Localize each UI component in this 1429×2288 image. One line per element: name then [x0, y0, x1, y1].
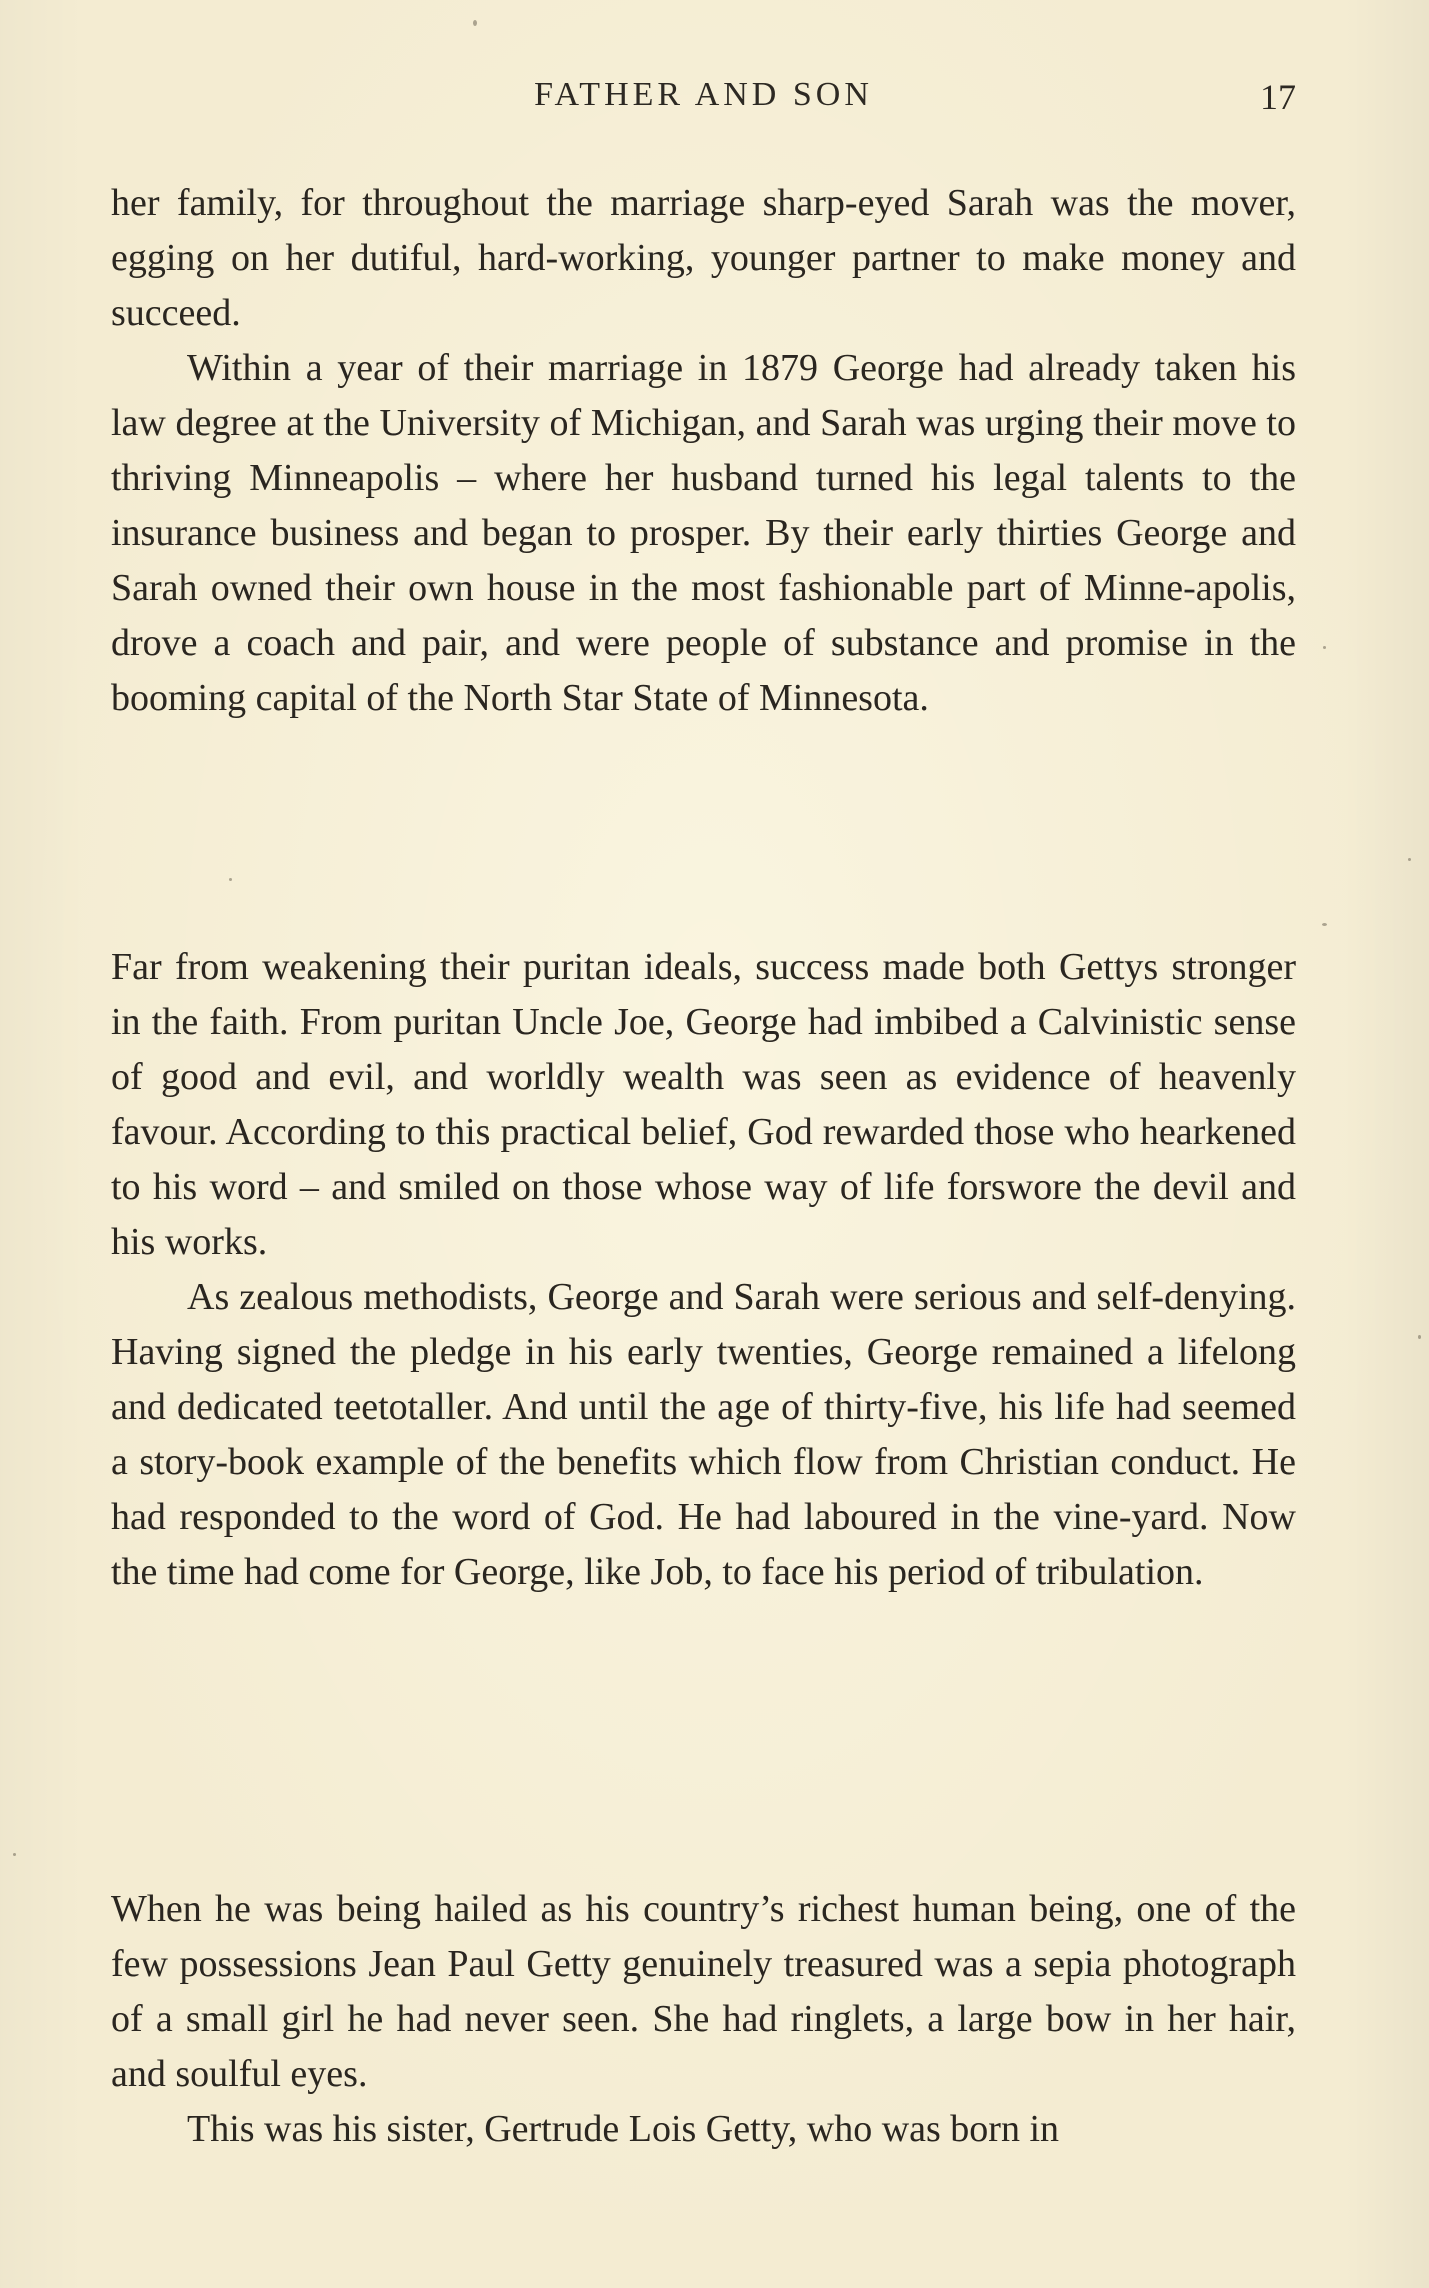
paragraph: When he was being hailed as his country’s richest human being, one of the few possessions Jean Paul Getty genuinely treasured was a sepia photograph of a small girl he had never seen. She had ringlets, a large bow in her hair, and soulful eyes.	[111, 1888, 1296, 2095]
paper-speck	[1322, 923, 1327, 926]
running-head	[111, 76, 1296, 120]
paper-speck	[473, 20, 477, 26]
text-section-2	[111, 940, 1296, 1600]
paper-speck	[1408, 858, 1411, 861]
paper-speck	[1323, 646, 1326, 649]
paragraph: Within a year of their marriage in 1879 George had already taken his law degree at the University of Michigan, and Sarah was urging their move to thriving Minneapolis – where her husband turned his legal talents to the insurance business and began to prosper. By their early thirties George and Sarah owned their own house in the most fashionable part of Minne-apolis, drove a coach and pair, and were people of substance and promise in the booming capital of the North Star State of Minnesota.	[111, 347, 1296, 719]
paper-speck	[229, 878, 232, 881]
paragraph: Far from weakening their puritan ideals, success made both Gettys stronger in the faith. From puritan Uncle Joe, George had imbibed a Calvinistic sense of good and evil, and worldly wealth was seen as evidence of heavenly favour. According to this practical belief, God rewarded those who hearkened to his word – and smiled on those whose way of life forswore the devil and his works.	[111, 946, 1296, 1263]
paragraph: This was his sister, Gertrude Lois Getty, who was born in	[187, 2108, 1059, 2150]
paper-speck	[1418, 1335, 1421, 1339]
running-title: FATHER AND SON	[534, 76, 873, 113]
paragraph: her family, for throughout the marriage sharp-eyed Sarah was the mover, egging on her dutiful, hard-working, younger partner to make money and succeed.	[111, 182, 1296, 334]
paper-speck	[13, 1853, 16, 1856]
page-number: 17	[1260, 77, 1296, 117]
text-section-1	[111, 176, 1296, 726]
paragraph: As zealous methodists, George and Sarah were serious and self-denying. Having signed the pledge in his early twenties, George remained a lifelong and dedicated teetotaller. And until the age of thirty-five, his life had seemed a story-book example of the benefits which flow from Christian conduct. He had responded to the word of God. He had laboured in the vine-yard. Now the time had come for George, like Job, to face his period of tribulation.	[111, 1276, 1296, 1593]
text-section-3	[111, 1882, 1296, 2157]
